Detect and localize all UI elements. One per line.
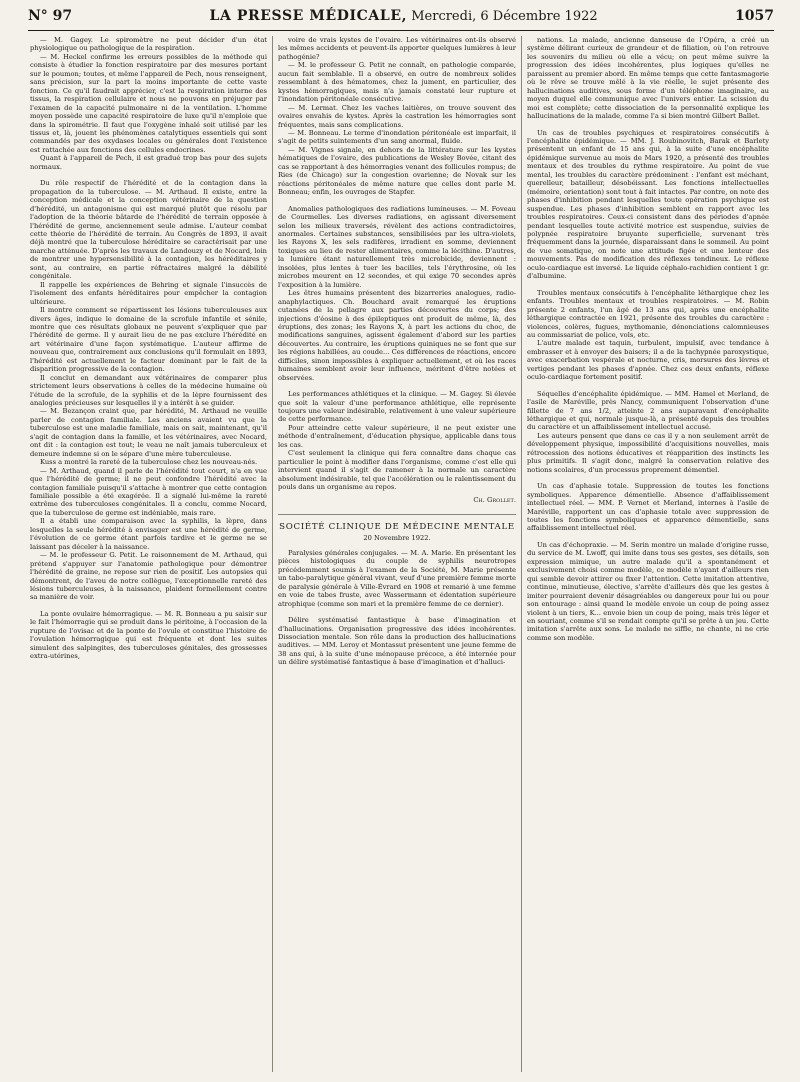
column-rule-1 xyxy=(272,36,273,1072)
paragraph: Les êtres humains présentent des bizarreries analogues, radio-anaphylactiques. Ch. Bouchard avait remarqué les éruptions cutanées de la pellagre aux parties découvertes du corps; des injections d'éosine à des épileptiques ont produit de même, là, des éruptions, des zonas; les Rayons X, à part les actions du choc, de modifications sanguines, agissent également d'abord sur les parties découvertes. Au contraire, les éruptions quiniques ne se font que sur les régions habillées, au coude... Ces différences de réactions, encore difficiles, sinon impossibles à expliquer actuellement, et où les races humaines semblent avoir leur influence, méritent d'être notées et observées. xyxy=(278,289,516,382)
article-echopraxie: Un cas d'échopraxie. — M. Serin montre un malade d'origine russe, du service de M. Lwoff, qui imite dans tous ses gestes, ses détails, son expression mimique, un autre malade qu'il a spontanément et exclusivement choisi comme modèle, ce modèle n'ayant d'ailleurs rien qui semble devoir attirer ou fixer l'attention. Cette imitation attentive, continue, minutieuse, élective, s'arrête d'ailleurs dès que les gestes à imiter pourraient devenir désagréables ou dangereux pour lui ou pour son entourage : ainsi quand le modèle envoie un coup de poing assez violent à un tiers, K... envoie bien un coup de poing, mais très léger et en souriant, comme s'il se rendait compte qu'il se prête à un jeu. Cette imitation s'arrête aux sons. Le malade ne siffle, ne chante, ni ne crie comme son modèle. xyxy=(527,540,769,642)
article-ponte-ovulaire: La ponte ovulaire hémorragique. — M. R. Bonneau a pu saisir sur le fait l'hémorragie qui se produit dans le péritoine, à l'occasion de la rupture de l'ovisac et de la ponte de l'ovule et constitue l'histoire de l'ovulation hémorragique qui est fréquente et dont les suites simulent des salpingites, des tuberculoses génitales, des grossesses extra-utérines, xyxy=(30,609,267,661)
paragraph: Il rappelle les expériences de Behring et signale l'insuccès de l'isolement des enfants héréditaires pour empêcher la contagion ultérieure. xyxy=(30,280,267,306)
article-delire: Délire systématisé fantastique à base d'imagination et d'hallucinations. Organisation progressive des idées incohérentes. Dissociation mentale. Son rôle dans la production des hallucinations auditives. — MM. Leroy et Montassut présentent une jeune femme de 38 ans qui, à la suite d'une ménopause précoce, a été internée pour un délire systématisé fantastique à base d'imagination et d'halluci- xyxy=(278,616,516,667)
article-troubles-mentaux: Troubles mentaux consécutifs à l'encéphalite léthargique chez les enfants. Troubles mentaux et troubles respiratoires. — M. Robin présente 2 enfants, l'un âgé de 13 ans qui, après une encéphalite léthargique contractée en 1921, présente des troubles du caractère : violences, colères, fugues, mythomanie, dénonciations calomnieuses au commissariat de police, vols, etc. xyxy=(527,288,769,339)
article-tuberculose: Du rôle respectif de l'hérédité et de la contagion dans la propagation de la tuberculose. — M. Arthaud. Il existe, entre la conception médicale et la conception vétérinaire de la question d'hérédité, un antagonisme qui est marqué plutôt que résolu par l'adoption de la théorie bâtarde de l'hérédité de terrain opposée à l'hérédité de germe, anciennement seule admise. L'auteur combat cette théorie de l'hérédité de terrain. Au Congrès de 1893, il avait déjà montré que la tuberculose héréditaire se caractérisait par une marche atténuée. D'après les travaux de Landouzy et de Nocard, loin de montrer une hypersensibilité à la contagion, les héréditaires y sont, au contraire, en partie réfractaires malgré la débilité congénitale. xyxy=(30,179,267,281)
paragraph: — M. Bezançon craint que, par hérédité, M. Arthaud ne veuille parler de contagion familiale. Les anciens avaient vu que la tuberculose est une maladie familiale, mais on sait, maintenant, qu'il s'agit de contagion dans la famille, et les vétérinaires, avec Nocard, ont dit : la contagion est tout; le veau ne naît jamais tuberculeux et demeure indemne si on le sépare d'une mère tuberculeuse. xyxy=(30,407,267,458)
paragraph: nations. La malade, ancienne danseuse de l'Opéra, a créé un système délirant curieux de grandeur et de filiation, où l'on retrouve les souvenirs du milieu où elle a vécu; on peut même suivre la progression des idées incohérentes, plus logiques qu'elles ne paraissent au premier abord. En même temps que cette fantasmagorie où le rêve se trouve mêlé à la vie réelle, le sujet présente des hallucinations auditives, sous forme d'un téléphone imaginaire, au moyen duquel elle communique avec l'univers entier. La scission du moi est complète; cette dissociation de la personnalité explique les hallucinations de la malade, comme l'a si bien montré Gilbert Ballet. xyxy=(527,36,769,121)
paragraph: — M. Bonneau. Le terme d'inondation péritonéale est imparfait, il s'agit de petits suintements d'un sang anormal, fluide. xyxy=(278,128,516,146)
paragraph: L'autre malade est taquin, turbulent, impulsif, avec tendance à embrasser et à envoyer des baisers; il a de la tachypnée paroxystique, avec exacerbation vespérale et nocturne, cris, morsures des lèvres et vertiges pendant les phases d'apnée. Chez ces deux enfants, réflexe oculo-cardiaque fortement positif. xyxy=(527,339,769,382)
column-2 xyxy=(278,36,516,1072)
column-1 xyxy=(30,36,267,1072)
section-date: 20 Novembre 1922. xyxy=(363,534,431,543)
section-title: SOCIÉTÉ CLINIQUE DE MÉDECINE MENTALE xyxy=(278,514,516,531)
page-header xyxy=(28,8,774,31)
paragraph: voire de vrais kystes de l'ovaire. Les vétérinaires ont-ils observé les mêmes accidents et peuvent-ils apporter quelques lumières à leur pathogénie? xyxy=(278,36,516,61)
issue-number: N° 97 xyxy=(28,8,73,24)
article-radiations: Anomalies pathologiques des radiations lumineuses. — M. Foveau de Courmelles. Les diverses radiations, en agissant diversement selon les milieux traversés, révèlent des actions contradictoires, anormales. Certaines substances, sensibilisées par les ultra-violets, les Rayons X, les sels radifères, irradient en somme, deviennent toxiques au lieu de rester alimentaires, comme la lécithine. D'autres, la lumière étant naturellement très microbicide, deviennent : insolées, plus lentes à tuer les bacilles, tels l'érythrosine, où les microbes meurent en 12 secondes, et qui exige 70 secondes après l'exposition à la lumière. xyxy=(278,204,516,289)
article-paralysies: Paralysies générales conjugales. — M. A. Marie. En présentant les pièces histologiques du couple de syphilis neurotropes précédemment soumis à l'examen de la Société, M. Marie présente un tabo-paralytique général vivant, veuf d'une première femme morte de paralysie générale à Ville-Évrard en 1908 et remarié à une femme en voie de tabes fruste, avec Wassermann et édentation supérieure atrophique (comme son mari et la première femme de ce dernier). xyxy=(278,548,516,608)
article-aphasie: Un cas d'aphasie totale. Suppression de toutes les fonctions symboliques. Apparence démentielle. Absence d'affaiblissement intellectuel réel. — MM. P. Vernet et Merland, internes à l'asile de Maréville, rapportent un cas d'aphasie totale avec suppression de toutes les fonctions symboliques et apparence démentielle, sans affaiblissement intellectuel réel. xyxy=(527,482,769,533)
paragraph: Les auteurs pensent que dans ce cas il y a non seulement arrêt de développement physique, impossibilité d'acquisitions nouvelles, mais rétrocession des notions éducatives et réapparition des instincts les plus primitifs. Il s'agit donc, malgré la conservation relative des notions scolaires, d'un processus proprement démentiel. xyxy=(527,431,769,474)
paragraph: — M. Gagey. Le spiromètre ne peut décider d'un état physiologique ou pathologique de la respiration. xyxy=(30,36,267,53)
column-3 xyxy=(527,36,769,1072)
article-performances: Les performances athlétiques et la clinique. — M. Gagey. Si élevée que soit la valeur d'une performance athlétique, elle représente toujours une valeur indésirable, relativement à une valeur supérieure de cette performance. xyxy=(278,390,516,424)
article-sequelles: Séquelles d'encéphalite épidémique. — MM. Hamel et Merland, de l'asile de Maréville, près Nancy, communiquent l'observation d'une fillette de 7 ans 1/2, atteinte 2 ans auparavant d'encéphalite léthargique et qui, normale jusque-là, a présenté depuis des troubles du caractère et un affaiblissement intellectuel accusé. xyxy=(527,389,769,432)
paragraph: — M. Heckel confirme les erreurs possibles de la méthode qui consiste à étudier la fonction respiratoire par des mesures portant sur le poumon; toutes, et même l'appareil de Pech, nous renseignent, sans précision, sur la part la moins importante de cette vaste fonction. Ce qu'il faudrait apprécier, c'est la respiration interne des tissus, la respiration cellulaire et nous ne pouvons en préjuger par l'examen de la capacité pulmonaire ni de la ventilation. L'homme moyen possède une capacité respiratoire de luxe qu'il n'emploie que dans la spirométrie. Il faut que l'oxygène inhalé soit utilisé par les tissus et, là, jouent les phénomènes catalytiques essentiels qui sont commandés par des oxydases locales ou générales dont l'existence est rattachée aux fonctions des cellules endocrines. xyxy=(30,52,267,154)
masthead xyxy=(210,8,598,24)
paragraph: — M. Vignes signale, en dehors de la littérature sur les kystes hématiques de l'ovaire, des publications de Wesley Bovée, citant des cas se rapportant à des hémorragies venant des follicules rompus; de Ries (de Chicago) sur la congestion ovarienne; de Novak sur les réactions péritonéales de même nature que celles dont parle M. Bonneau; enfin, les ouvrages de Stapfer. xyxy=(278,145,516,197)
issue-date: Mercredi, 6 Décembre 1922 xyxy=(411,9,598,24)
paragraph: — M. Lermat. Chez les vaches laitières, on trouve souvent des ovaires envahis de kystes. Après la castration les hémorragies sont fréquentes, mais sans complications. xyxy=(278,103,516,129)
paragraph: C'est seulement la clinique qui fera connaître dans chaque cas particulier le point à modifier dans l'organisme, comme c'est elle qui intervient quand il s'agit de ramener à la normale un caractère absolument indésirable, tel que l'accélération ou le ralentissement du pouls dans un organisme au repos. xyxy=(278,449,516,492)
page-number: 1057 xyxy=(735,8,774,24)
column-rule-2 xyxy=(521,36,522,1072)
journal-title: LA PRESSE MÉDICALE, xyxy=(209,8,408,24)
paragraph: Il a établi une comparaison avec la syphilis, la lèpre, dans lesquelles la seule hérédité à envisager est une hérédité de germe, l'évolution de ce germe étant parfois tardive et le germe ne se laissant pas déceler à la naissance. xyxy=(30,517,267,551)
paragraph: Kuss a montré la rareté de la tuberculose chez les nouveau-nés. xyxy=(40,458,258,467)
paragraph: Quant à l'appareil de Pech, il est gradué trop bas pour des sujets normaux. xyxy=(30,154,267,171)
paragraph: Il montre comment se répartissent les lésions tuberculeuses aux divers âges, indique le domaine de la scrofule infantile et sénile, montre que ces résultats globaux ne peuvent s'expliquer que par l'hérédité de germe. Il y aurait lieu de ne pas exclure l'hérédité en art vétérinaire d'une façon systématique. L'auteur affirme de nouveau que, contrairement aux conclusions qu'il formulait en 1893, l'hérédité est actuellement le facteur dominant par le fait de la disparition progressive de la contagion. xyxy=(30,306,267,374)
paragraph: Il conclut en demandant aux vétérinaires de comparer plus strictement leurs observations à celles de la médecine humaine où l'étude de la scrofule, de la syphilis et de la lèpre fournissent des analogies précieuses sur lesquelles il y a intérêt à se guider. xyxy=(30,373,267,408)
paragraph: — M. le professeur G. Petit ne connaît, en pathologie comparée, aucun fait semblable. Il a observé, en outre de nombreux solides ressemblant à des hématomes, chez la jument, en particulier, des kystes hémorragiques, mais n'a jamais constaté leur rupture et l'inondation péritonéale consécutive. xyxy=(278,61,516,104)
paragraph: — M. Arthaud, quand il parle de l'hérédité tout court, n'a en vue que l'hérédité de germe; il ne peut confondre l'hérédité avec la contagion familiale puisqu'il s'attache à montrer que cette contagion familiale possible a été exagérée. Il a signalé lui-même la rareté extrême des tuberculoses congénitales. Il a conclu, comme Nocard, que la tuberculose de germe est indéniable, mais rare. xyxy=(30,466,267,517)
article-troubles-respiratoires: Un cas de troubles psychiques et respiratoires consécutifs à l'encéphalite épidémique. — MM. J. Roubinovitch, Barak et Barlety présentent un enfant de 15 ans qui, à la suite d'une encéphalite épidémique survenue au mois de Mars 1920, a présenté des troubles mentaux et des troubles du rythme respiratoire. Au point de vue mental, les troubles du caractère prédominent : l'enfant est méchant, querelleur, batailleur, désobéissant. Les fonctions intellectuelles (mémoire, orientation) sont tout à fait intactes. Par contre, on note des phases d'inhibition pendant lesquelles toute opération psychique est suspendue. Les phases d'inhibition semblent en rapport avec les troubles respiratoires. Ceux-ci consistent dans des périodes d'apnée pendant lesquelles toute activité motrice est suspendue, suivies de polypnée respiratoire bruyante superficielle, survenant très fréquemment dans la journée, disparaissant dans le sommeil. Au point de vue somatique, on note une attitude figée et une lenteur des mouvements. Pas de modification des réflexes tendineux. Le réflexe oculo-cardiaque est inversé. Le liquide céphalo-rachidien contient 1 gr. d'albumine. xyxy=(527,128,769,281)
author-signature: Ch. Grollet. xyxy=(473,495,516,504)
paragraph: Pour atteindre cette valeur supérieure, il ne peut exister une méthode d'entraînement, d'éducation physique, applicable dans tous les cas. xyxy=(278,423,516,449)
paragraph: — M. le professeur G. Petit. Le raisonnement de M. Arthaud, qui prétend s'appuyer sur l'anatomie pathologique pour démontrer l'hérédité de graine, ne repose sur rien de positif. Les autopsies qui démontrent, de l'aveu de notre collègue, l'exceptionnelle rareté des lésions tuberculeuses, à la naissance, plaident formellement contre sa manière de voir. xyxy=(30,551,267,602)
